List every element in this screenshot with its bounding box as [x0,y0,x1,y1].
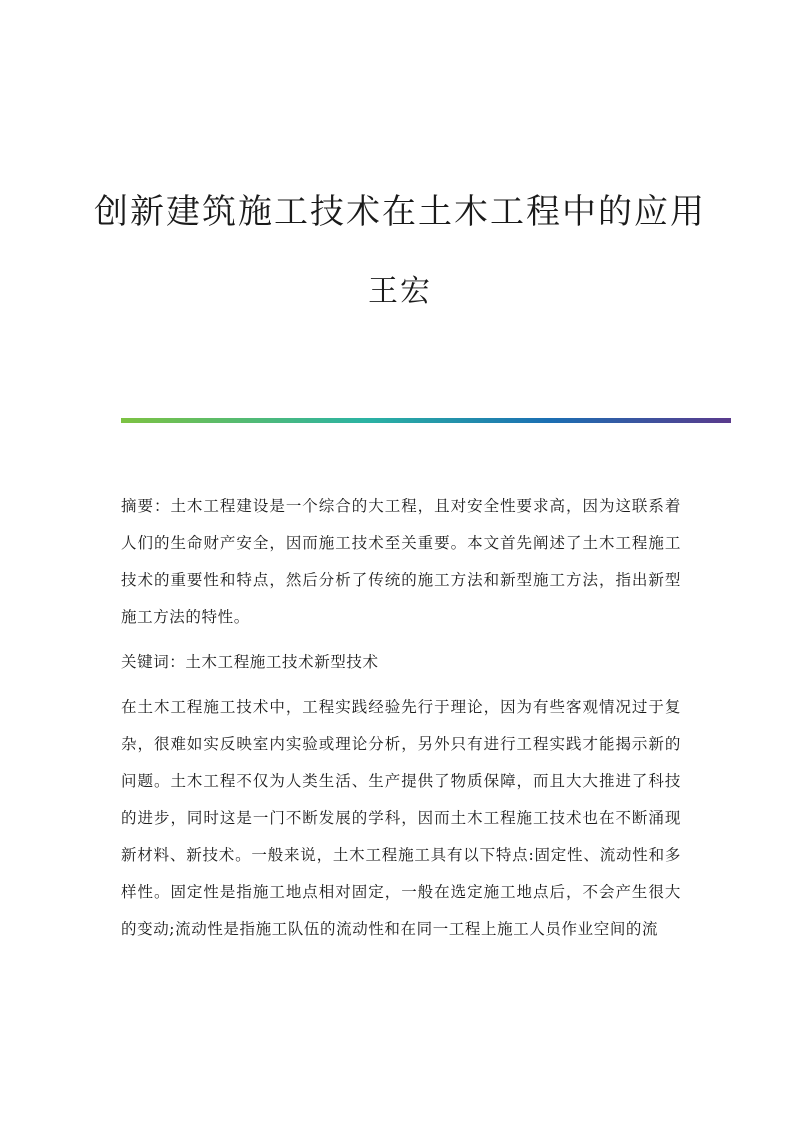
keywords-paragraph: 关键词：土木工程施工技术新型技术 [121,653,379,671]
abstract-paragraph: 摘要：土木工程建设是一个综合的大工程，且对安全性要求高，因为这联系着人们的生命财产安全，因而施工技术至关重要。本文首先阐述了土木工程施工技术的重要性和特点，然后分析了传统的施工方法和新型施工方法，指出新型施工方法的特性。 [121,497,681,626]
document-content [121,488,681,956]
document-author: 王宏 [368,274,432,309]
title-divider [121,418,731,423]
document-title: 创新建筑施工技术在土木工程中的应用 [94,192,706,232]
body-paragraph: 在土木工程施工技术中，工程实践经验先行于理论，因为有些客观情况过于复杂，很难如实反映室内实验或理论分析，另外只有进行工程实践才能揭示新的问题。土木工程不仅为人类生活、生产提供了物质保障，而且大大推进了科技的进步，同时这是一门不断发展的学科，因而土木工程施工技术也在不断涌现新材料、新技术。一般来说，土木工程施工具有以下特点:固定性、流动性和多样性。固定性是指施工地点相对固定，一般在选定施工地点后，不会产生很大的变动;流动性是指施工队伍的流动性和在同一工程上施工人员作业空间的流 [121,698,681,938]
